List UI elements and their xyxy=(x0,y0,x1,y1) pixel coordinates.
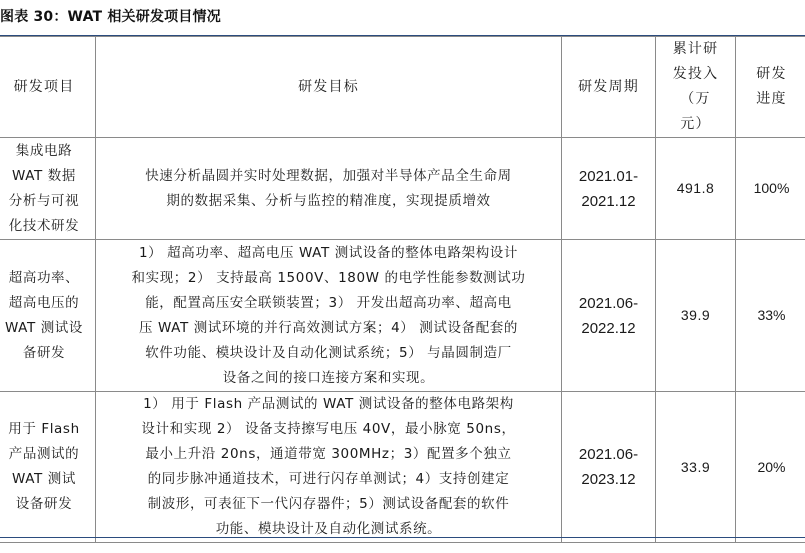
cell-period: 2021.06- 2023.12 xyxy=(562,392,656,543)
cell-investment: 39.9 xyxy=(656,240,736,392)
table-row xyxy=(0,392,805,543)
header-project: 研发项目 xyxy=(0,37,96,138)
cell-investment: 491.8 xyxy=(656,138,736,240)
table-row xyxy=(0,138,805,240)
rd-projects-table xyxy=(0,36,805,543)
cell-project: 超高功率、 超高电压的 WAT 测试设 备研发 xyxy=(0,240,96,392)
cell-target: 快速分析晶圆并实时处理数据，加强对半导体产品全生命周 期的数据采集、分析与监控的精准度，实现提质增效 xyxy=(96,138,562,240)
header-progress: 研发 进度 xyxy=(736,37,805,138)
cell-target: 1） 用于 Flash 产品测试的 WAT 测试设备的整体电路架构 设计和实现 2） 设备支持擦写电压 40V，最小脉宽 50ns， 最小上升沿 20ns，通道带宽 300MHz；3）配置多个独立 的同步脉冲通道技术，可进行闪存单测试；4）支持创建定 制波形，可表征下一代闪存器件；5）测试设备配套的软件 功能、模块设计及自动化测试系统。 xyxy=(96,392,562,543)
cell-project: 集成电路 WAT 数据 分析与可视 化技术研发 xyxy=(0,138,96,240)
table-header-row xyxy=(0,37,805,138)
cell-period: 2021.06- 2022.12 xyxy=(562,240,656,392)
cell-progress: 100% xyxy=(736,138,805,240)
cell-period: 2021.01- 2021.12 xyxy=(562,138,656,240)
cell-target: 1） 超高功率、超高电压 WAT 测试设备的整体电路架构设计 和实现；2） 支持最高 1500V、180W 的电学性能参数测试功 能，配置高压安全联锁装置；3） 开发出超高功率、超高电 压 WAT 测试环境的并行高效测试方案；4） 测试设备配套的 软件功能、模块设计及自动化测试系统；5） 与晶圆制造厂 设备之间的接口连接方案和实现。 xyxy=(96,240,562,392)
cell-investment: 33.9 xyxy=(656,392,736,543)
table-row xyxy=(0,240,805,392)
header-investment: 累计研 发投入 （万 元） xyxy=(656,37,736,138)
cell-project: 用于 Flash 产品测试的 WAT 测试 设备研发 xyxy=(0,392,96,543)
cell-progress: 20% xyxy=(736,392,805,543)
header-period: 研发周期 xyxy=(562,37,656,138)
bottom-rule xyxy=(0,537,805,538)
cell-progress: 33% xyxy=(736,240,805,392)
header-target: 研发目标 xyxy=(96,37,562,138)
figure-title: 图表 30：WAT 相关研发项目情况 xyxy=(0,9,221,25)
